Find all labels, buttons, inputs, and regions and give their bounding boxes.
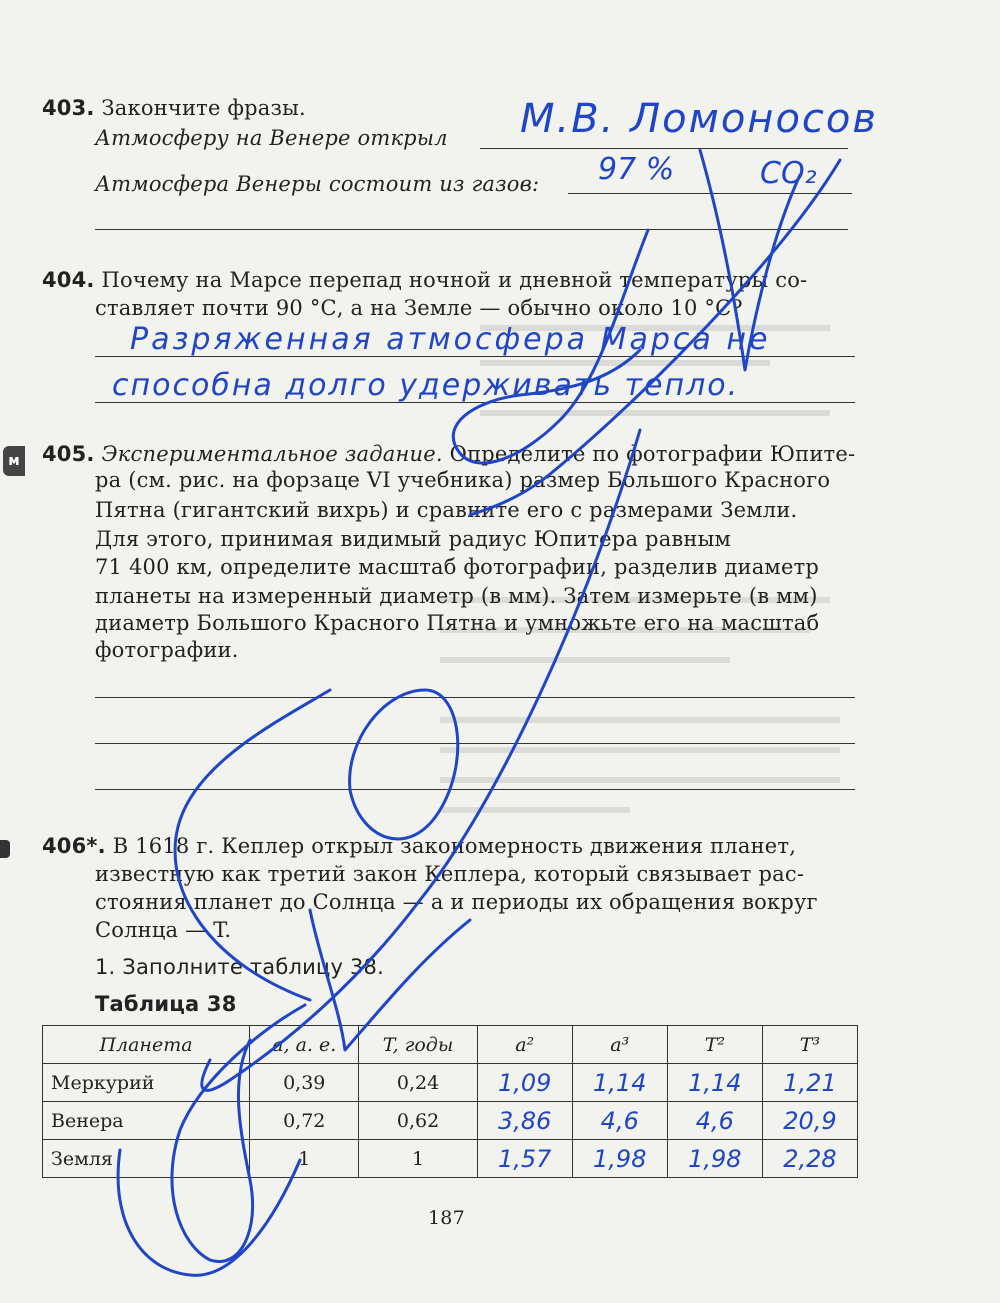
task-403-line2: Атмосфера Венеры состоит из газов: xyxy=(95,172,540,196)
column-header: a² xyxy=(477,1026,572,1064)
handwritten-cell: 4,6 xyxy=(667,1102,762,1140)
task-prompt: Закончите фразы. xyxy=(101,96,306,120)
task-404-line2: ставляет почти 90 °С, а на Земле — обычно около 10 °С? xyxy=(95,296,743,320)
task-number: 405. xyxy=(42,442,95,466)
task-405-line1 xyxy=(42,442,855,466)
value-cell: 0,62 xyxy=(359,1102,477,1140)
task-405-line: планеты на измеренный диаметр (в мм). Затем измерьте (в мм) xyxy=(95,584,818,608)
answer-line xyxy=(568,193,852,194)
answer-line xyxy=(95,356,855,357)
table-header-row xyxy=(43,1026,858,1064)
task-number: 403. xyxy=(42,96,95,120)
answer-line xyxy=(95,229,848,230)
task-404-line1 xyxy=(42,268,807,292)
answer-line xyxy=(480,148,848,149)
handwritten-cell: 1,21 xyxy=(762,1064,857,1102)
column-header: Планета xyxy=(43,1026,250,1064)
task-text: В 1618 г. Кеплер открыл закономерность движения планет, xyxy=(112,834,797,858)
task-406-line: Солнца — T. xyxy=(95,918,232,942)
column-header: T² xyxy=(667,1026,762,1064)
column-header: a³ xyxy=(572,1026,667,1064)
column-header: T³ xyxy=(762,1026,857,1064)
value-cell: 0,72 xyxy=(250,1102,359,1140)
task-406-line: стояния планет до Солнца — a и периоды их обращения вокруг xyxy=(95,890,818,914)
answer-line xyxy=(95,789,855,790)
task-405-line: диаметр Большого Красного Пятна и умножьте его на масштаб xyxy=(95,611,820,635)
task-lead: Экспериментальное задание. xyxy=(101,442,443,466)
planet-cell: Венера xyxy=(43,1102,250,1140)
planet-cell: Земля xyxy=(43,1140,250,1178)
value-cell: 1 xyxy=(359,1140,477,1178)
table-row xyxy=(43,1064,858,1102)
column-header: a, а. е. xyxy=(250,1026,359,1064)
answer-line xyxy=(95,697,855,698)
handwritten-cell: 1,98 xyxy=(572,1140,667,1178)
handwritten-cell: 1,09 xyxy=(477,1064,572,1102)
value-cell: 0,24 xyxy=(359,1064,477,1102)
answer-line xyxy=(95,743,855,744)
handwritten-answer: 97 % xyxy=(598,152,675,187)
handwritten-cell: 2,28 xyxy=(762,1140,857,1178)
value-cell: 0,39 xyxy=(250,1064,359,1102)
lab-marker-icon: м xyxy=(3,446,25,476)
handwritten-cell: 20,9 xyxy=(762,1102,857,1140)
task-406-line1 xyxy=(42,834,796,858)
task-406-subtask: 1. Заполните таблицу 38. xyxy=(95,955,384,979)
column-header: T, годы xyxy=(359,1026,477,1064)
task-403-header xyxy=(42,96,306,120)
task-405-line: фотографии. xyxy=(95,638,239,662)
table-row xyxy=(43,1140,858,1178)
handwritten-cell: 1,14 xyxy=(667,1064,762,1102)
task-405-line: ра (см. рис. на форзаце VI учебника) размер Большого Красного xyxy=(95,468,831,492)
handwritten-cell: 1,98 xyxy=(667,1140,762,1178)
planet-cell: Меркурий xyxy=(43,1064,250,1102)
margin-marker xyxy=(0,840,10,858)
task-text: Определите по фотографии Юпите- xyxy=(449,442,856,466)
task-text: Почему на Марсе перепад ночной и дневной температуры со- xyxy=(101,268,808,292)
task-405-line: 71 400 км, определите масштаб фотографии, разделив диаметр xyxy=(95,555,820,579)
handwritten-answer: Разряженная атмосфера Марса не xyxy=(130,322,771,357)
task-number: 406*. xyxy=(42,834,106,858)
task-406-line: известную как третий закон Кеплера, который связывает рас- xyxy=(95,862,805,886)
handwritten-cell: 3,86 xyxy=(477,1102,572,1140)
handwritten-answer: М.В. Ломоносов xyxy=(520,96,878,142)
task-405-line: Для этого, принимая видимый радиус Юпитера равным xyxy=(95,527,732,551)
task-405-line: Пятна (гигантский вихрь) и сравните его с размерами Земли. xyxy=(95,498,798,522)
handwritten-cell: 1,14 xyxy=(572,1064,667,1102)
answer-line xyxy=(95,402,855,403)
page-number: 187 xyxy=(428,1207,465,1229)
handwritten-answer: способна долго удерживать тепло. xyxy=(112,368,740,403)
handwritten-cell: 1,57 xyxy=(477,1140,572,1178)
table-38 xyxy=(42,1025,858,1178)
task-403-line1: Атмосферу на Венере открыл xyxy=(95,126,448,150)
handwritten-answer: CO₂ xyxy=(760,156,817,191)
task-number: 404. xyxy=(42,268,95,292)
handwritten-cell: 4,6 xyxy=(572,1102,667,1140)
value-cell: 1 xyxy=(250,1140,359,1178)
table-row xyxy=(43,1102,858,1140)
table-title: Таблица 38 xyxy=(95,992,237,1016)
